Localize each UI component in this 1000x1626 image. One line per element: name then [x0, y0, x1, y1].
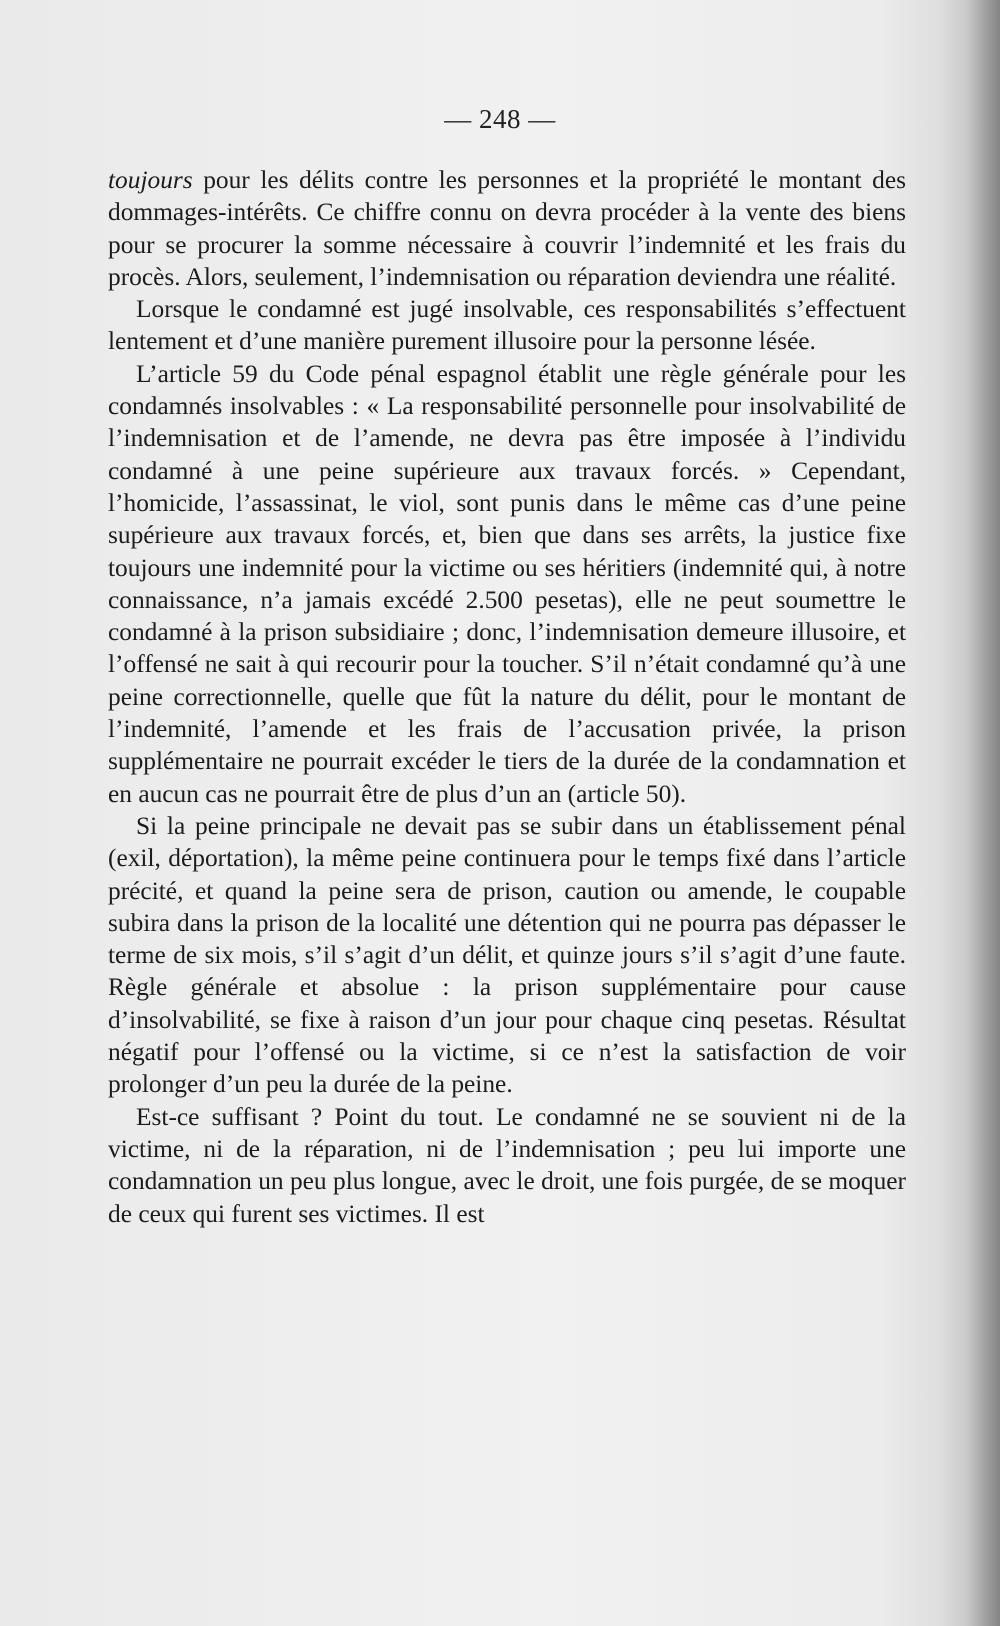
paragraph-3: L’article 59 du Code pénal espagnol établit une règle générale pour les condamnés insolvables : « La responsabilité personnelle pour insolvabilité de l’indemnisation et de l’amende, ne devra pas être imposée à l’individu condamné à une peine supérieure aux travaux forcés. » Cependant, l’homicide, l’assassinat, le viol, sont punis dans le même cas d’une peine supérieure aux travaux forcés, et, bien que dans ses arrêts, la justice fixe toujours une indemnité pour la victime ou ses héritiers (indemnité qui, à notre connaissance, n’a jamais excédé 2.500 pesetas), elle ne peut soumettre le condamné à la prison subsidiaire ; donc, l’indemnisation demeure illusoire, et l’offensé ne sait à qui recourir pour la toucher. S’il n’était condamné qu’à une peine correctionnelle, quelle que fût la nature du délit, pour le montant de l’indemnité, l’amende et les frais de l’accusation privée, la prison supplémentaire ne pourrait excéder le tiers de la durée de la condamnation et en aucun cas ne pourrait être de plus d’un an (article 50). [108, 359, 906, 808]
paragraph-1-text: pour les délits contre les personnes et la propriété le montant des dommages-intérêts. Ce chiffre connu on devra procéder à la vente des biens pour se procurer la somme nécessaire à couvrir l’indemnité et les frais du procès. Alors, seulement, l’indemnisation ou réparation deviendra une réalité. [108, 166, 906, 291]
paragraph-2: Lorsque le condamné est jugé insolvable, ces responsabilités s’effectuent lentement et d’une manière purement illusoire pour la personne lésée. [108, 295, 906, 356]
paragraph-1-italic-lead: toujours [108, 166, 193, 194]
paragraph-5: Est-ce suffisant ? Point du tout. Le condamné ne se souvient ni de la victime, ni de la réparation, ni de l’indemnisation ; peu lui importe une condamnation un peu plus longue, avec le droit, une fois purgée, de se moquer de ceux qui furent ses victimes. Il est [108, 1102, 906, 1228]
body-text [108, 164, 906, 1230]
page-number: — 248 — [444, 104, 556, 134]
paragraph-1 [108, 164, 906, 293]
paragraph-4: Si la peine principale ne devait pas se subir dans un établissement pénal (exil, déportation), la même peine continuera pour le temps fixé dans l’article précité, et quand la peine sera de prison, caution ou amende, le coupable subira dans la prison de la localité une détention qui ne pourra pas dépasser le terme de six mois, s’il s’agit d’un délit, et quinze jours s’il s’agit d’une faute. Règle générale et absolue : la prison supplémentaire pour cause d’insolvabilité, se fixe à raison d’un jour pour chaque cinq pesetas. Résultat négatif pour l’offensé ou la victime, si ce n’est la satisfaction de voir prolonger d’un peu la durée de la peine. [108, 811, 906, 1099]
